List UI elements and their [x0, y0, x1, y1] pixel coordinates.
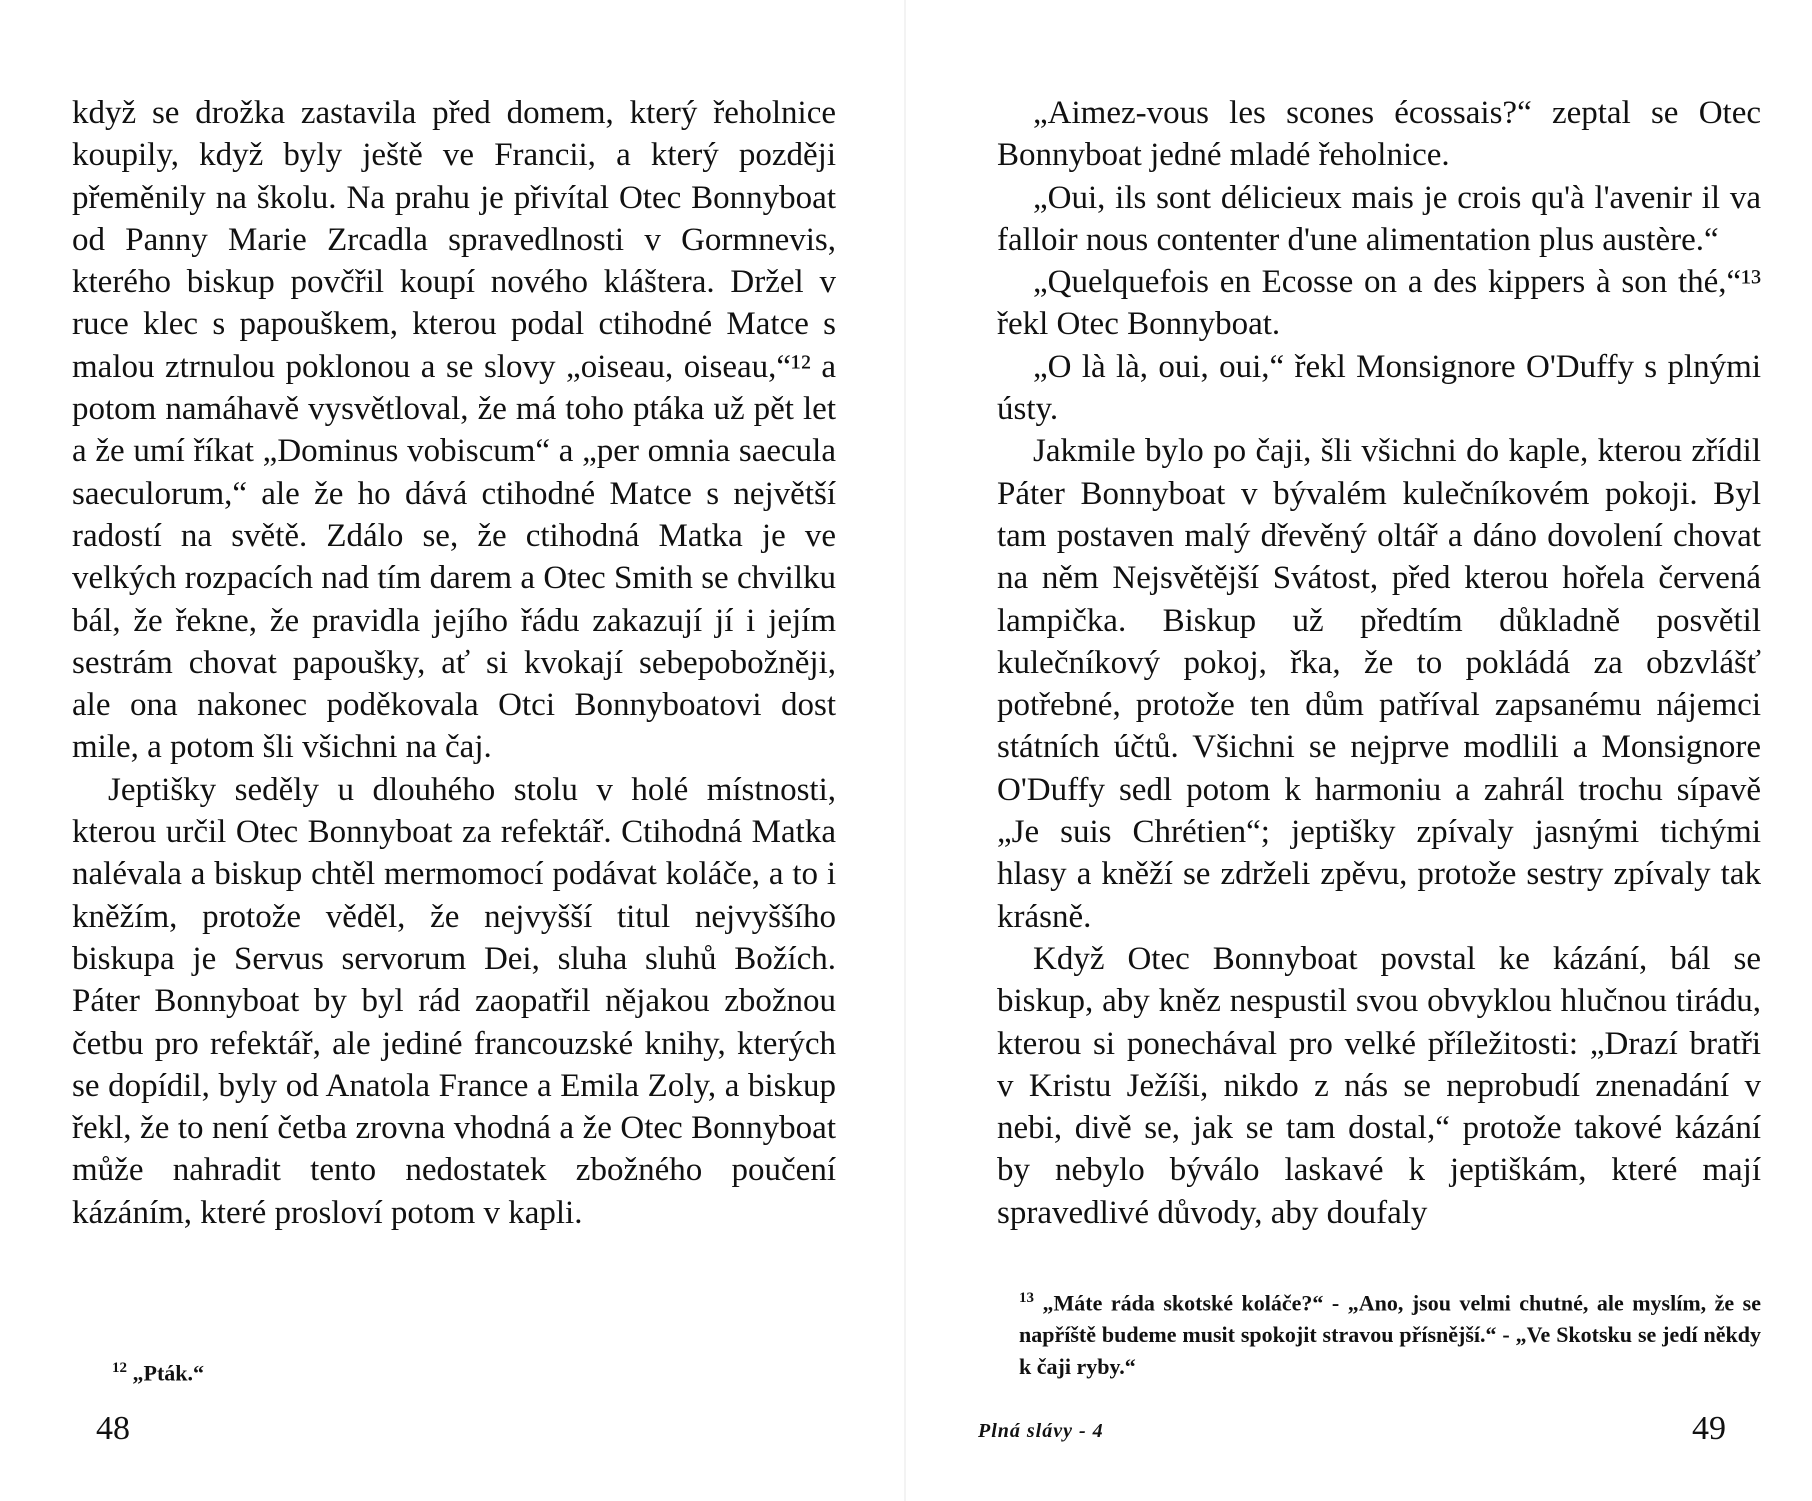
left-paragraph-1: když se drožka zastavila před domem, který řeholnice koupily, když byly ještě ve Francii, a který později přeměnily na školu. Na prahu je přivítal Otec Bonnyboat od Panny Marie Zrcadla spravedlnosti v Gormnevis, kterého biskup povčřil koupí nového kláštera. Držel v ruce klec s papouškem, kterou podal ctihodné Matce s malou ztrnulou poklonou a se slovy „oiseau, oiseau,“¹² a potom namáhavě vysvětloval, že má toho ptáka už pět let a že umí říkat „Dominus vobiscum“ a „per omnia saecula saeculorum,“ ale že ho dává ctihodné Matce s největší radostí na světě. Zdálo se, že ctihodná Matka je ve velkých rozpacích nad tím darem a Otec Smith se chvilku bál, že řekne, že pravidla jejího řádu zakazují jí i jejím sestrám chovat papoušky, ať si kvokají sebepobožněji, ale ona nakonec poděkovala Otci Bonnyboatovi dost mile, a potom šli všichni na čaj.	[72, 95, 836, 766]
right-paragraph-3: „Quelquefois en Ecosse on a des kippers à son thé,“¹³ řekl Otec Bonnyboat.	[997, 264, 1761, 343]
left-footnote	[112, 1352, 812, 1389]
right-paragraph-4: „O là là, oui, oui,“ řekl Monsignore O'Duffy s plnými ústy.	[997, 348, 1761, 428]
right-paragraph-6: Když Otec Bonnyboat povstal ke kázání, bál se biskup, aby kněz nespustil svou obvyklou hlučnou tirádu, kterou si ponechával pro velké příležitosti: „Drazí bratři v Kristu Ježíši, nikdo z nás se neprobudí znenadání v nebi, divě se, jak se tam dostal,“ protože takové kázání by nebylo býválo laskavé k jeptiškám, které mají spravedlivé důvody, aby doufaly	[997, 940, 1761, 1231]
running-footer: Plná slávy - 4	[978, 1420, 1104, 1442]
right-page-number: 49	[1692, 1410, 1726, 1447]
right-paragraph-2: „Oui, ils sont délicieux mais je crois qu'à l'avenir il va falloir nous contenter d'une alimentation plus austère.“	[997, 179, 1761, 258]
right-paragraph-1: „Aimez-vous les scones écossais?“ zeptal se Otec Bonnyboat jedné mladé řeholnice.	[997, 95, 1761, 174]
right-body-text	[997, 92, 1761, 1234]
left-footnote-text: „Pták.“	[132, 1360, 204, 1386]
right-footnote-mark: 13	[1019, 1290, 1034, 1306]
right-paragraph-5: Jakmile bylo po čaji, šli všichni do kaple, kterou zřídil Páter Bonnyboat v bývalém kulečníkovém pokoji. Byl tam postaven malý dřevěný oltář a dáno dovolení chovat na něm Nejsvětější Svátost, před kterou hořela červená lampička. Biskup už předtím důkladně posvětil kulečníkový pokoj, řka, že to pokládá za obzvlášť potřebné, protože ten dům patříval zapsanému nájemci státních účtů. Všichni se nejprve modlili a Monsignore O'Duffy sedl potom k harmoniu a zahrál trochu sípavě „Je suis Chrétien“; jeptišky zpívaly jasnými tichými hlasy a kněží se zdrželi zpěvu, protože sestry zpívaly tak krásně.	[997, 433, 1761, 935]
right-footnote-text: „Máte ráda skotské koláče?“ - „Ano, jsou velmi chutné, ale myslím, že se napříště budeme musit spokojit stravou přísnější.“ - „Ve Skotsku se jedí někdy k čaji ryby.“	[1019, 1290, 1761, 1380]
right-footnote	[1019, 1282, 1761, 1383]
left-paragraph-2: Jeptišky seděly u dlouhého stolu v holé místnosti, kterou určil Otec Bonnyboat za refektář. Ctihodná Matka nalévala a biskup chtěl mermomocí podávat koláče, a to i kněžím, protože věděl, že nejvyšší titul nejvyššího biskupa je Servus servorum Dei, sluha sluhů Božích. Páter Bonnyboat by byl rád zaopatřil nějakou zbožnou četbu pro refektář, ale jediné francouzské knihy, kterých se dopídil, byly od Anatola France a Emila Zoly, a biskup řekl, že to není četba zrovna vhodná a že Otec Bonnyboat může nahradit tento nedostatek zbožného poučení kázáním, které prosloví potom v kapli.	[72, 771, 836, 1231]
left-page-number: 48	[96, 1410, 130, 1447]
left-body-text	[72, 92, 836, 1234]
right-page	[906, 0, 1812, 1501]
left-footnote-mark: 12	[112, 1360, 127, 1376]
